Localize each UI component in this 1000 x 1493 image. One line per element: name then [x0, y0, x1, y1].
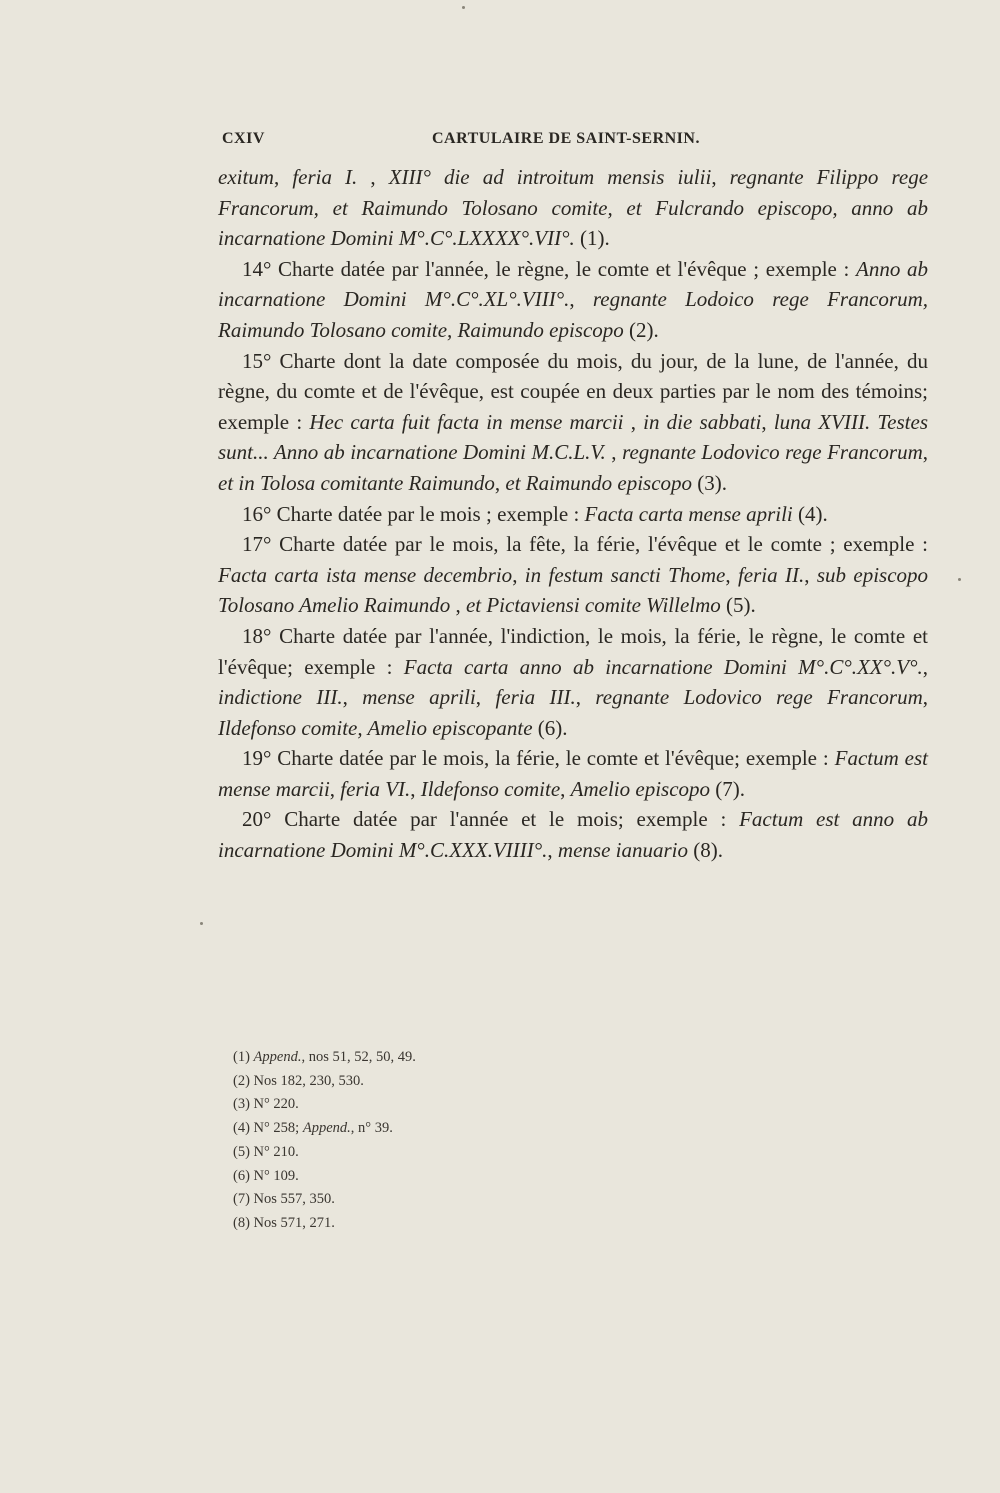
- paper-speck: [200, 922, 203, 925]
- paper-speck: [462, 6, 465, 9]
- paragraph-19: [218, 743, 928, 804]
- latin-text-run: regnante Lodovico rege Francorum: [595, 685, 923, 710]
- paragraph-16: [218, 499, 928, 530]
- text-run: (6).: [532, 715, 568, 740]
- text-run: ,: [512, 562, 525, 587]
- text-run: ,: [711, 165, 730, 189]
- footnotes: [233, 1046, 416, 1236]
- text-run: ,: [560, 776, 571, 801]
- text-run: ,: [922, 654, 929, 679]
- text-run: ,: [623, 409, 644, 434]
- latin-text-run: indictione III.: [218, 685, 343, 710]
- text-run: 17° Charte datée par le mois, la fête, la férie, l'évêque et le comte ; exemple :: [242, 532, 928, 557]
- text-run: ,: [605, 440, 623, 465]
- text-run: ,: [410, 776, 421, 801]
- text-run: (2) Nos 182, 230, 530.: [233, 1072, 364, 1089]
- latin-text-run: Facta carta mense aprili: [584, 501, 793, 526]
- text-run: ,: [922, 440, 929, 465]
- latin-text-run: feria I.: [292, 165, 358, 189]
- latin-text-run: mense aprili: [362, 685, 476, 710]
- text-run: ,: [329, 776, 341, 801]
- latin-text-run: Facta carta anno ab incarnatione Domini M°.C°.XX°.V°.: [403, 654, 923, 679]
- text-run: (7).: [710, 776, 746, 801]
- latin-text-run: Ildefonso comite: [420, 776, 561, 801]
- text-run: (3).: [692, 470, 728, 495]
- text-run: 14° Charte datée par l'année, le règne, le comte et l'évêque ; exemple :: [242, 256, 857, 281]
- text-run: 19° Charte datée par le mois, la férie, le comte et l'évêque; exemple :: [242, 746, 835, 771]
- latin-text-run: mense ianuario: [557, 838, 688, 863]
- text-run: ,: [569, 287, 593, 312]
- text-run: ,: [725, 562, 738, 587]
- footnote-7: [233, 1188, 416, 1212]
- latin-text-run: in die sabbati: [643, 409, 762, 434]
- footnote-4: [233, 1117, 416, 1141]
- running-title: CARTULAIRE DE SAINT-SERNIN.: [432, 130, 700, 147]
- latin-text-run: Factum est mense marcii: [218, 746, 928, 801]
- text-run: , nos 51, 52, 50, 49.: [301, 1049, 416, 1065]
- text-run: (1).: [574, 226, 610, 251]
- latin-text-run: et in Tolosa comitante Raimundo: [218, 470, 495, 495]
- text-run: ,: [357, 165, 389, 189]
- latin-text-run: feria VI.: [340, 776, 411, 801]
- latin-text-run: Ildefonso comite, Amelio episcopante: [218, 715, 533, 740]
- text-run: 16° Charte datée par le mois ; exemple :: [242, 501, 585, 526]
- latin-text-run: regnante Lodoico rege Francorum, Raimundo Tolosano comite, Raimundo episcopo: [218, 287, 928, 342]
- text-run: 20° Charte datée par l'année et le mois; exemple :: [242, 807, 740, 832]
- latin-text-run: et Pictaviensi comite Willelmo: [465, 593, 721, 618]
- text-run: ,: [575, 685, 596, 710]
- text-run: (4) N° 258;: [233, 1120, 303, 1137]
- text-run: (8).: [687, 838, 723, 863]
- latin-text-run: Anno ab incarnatione Domini M°.C°.XL°.VIII°.: [218, 256, 928, 312]
- text-run: (5) N° 210.: [233, 1143, 299, 1160]
- text-run: 15° Charte dont la date composée du mois, du jour, de la lune, de l'année, du règne, du comte et de l'évêque, est coupée en deux parties par le nom des témoins; exemple :: [218, 348, 928, 434]
- footnote-2: [233, 1070, 416, 1094]
- text-run: (3) N° 220.: [233, 1096, 299, 1113]
- latin-text-run: regnante Filippo rege Francorum, et Raimundo Tolosano comite, et Fulcrando episcopo, anno ab incarnatione Domini M°.C°.LXXXX°.VII°.: [218, 165, 929, 251]
- latin-text-run: Facta carta ista mense decembrio: [218, 562, 513, 587]
- page-header: [222, 130, 928, 154]
- paragraph-18: [218, 621, 928, 743]
- footnote-6: [233, 1165, 416, 1189]
- paragraph-17: [218, 529, 928, 621]
- text-run: (2).: [623, 317, 659, 342]
- text-run: ,: [494, 470, 506, 495]
- latin-text-run: regnante Lodovico rege Francorum: [622, 440, 923, 465]
- text-run: (8) Nos 571, 271.: [233, 1214, 335, 1231]
- latin-text-run: Factum est anno ab incarnatione Domini M°.C.XXX.VIIII°.: [218, 807, 928, 863]
- latin-text-run: Append.: [253, 1049, 302, 1065]
- text-run: (4).: [792, 501, 828, 526]
- latin-text-run: sub episcopo Tolosano Amelio Raimundo: [218, 562, 929, 618]
- latin-text-run: luna XVIII. Testes sunt... Anno ab incarnatione Domini M.C.L.V.: [218, 409, 929, 465]
- paragraph-20: [218, 804, 928, 865]
- text-run: ,: [922, 685, 928, 710]
- text-run: ,: [804, 562, 817, 587]
- text-run: (5).: [720, 593, 756, 618]
- latin-text-run: Hec carta fuit facta in mense marcii: [309, 409, 624, 434]
- footnote-5: [233, 1141, 416, 1165]
- footnote-8: [233, 1212, 416, 1236]
- text-run: (7) Nos 557, 350.: [233, 1191, 335, 1208]
- latin-text-run: Append.: [302, 1120, 351, 1137]
- text-run: (6) N° 109.: [233, 1167, 299, 1184]
- latin-text-run: feria II.: [737, 562, 805, 587]
- latin-text-run: in festum sancti Thome: [524, 562, 726, 587]
- latin-text-run: et Raimundo episcopo: [505, 470, 693, 495]
- text-run: ,: [342, 685, 363, 710]
- footnote-3: [233, 1093, 416, 1117]
- text-run: , n° 39.: [350, 1120, 393, 1137]
- text-run: (1): [233, 1049, 254, 1065]
- text-run: ,: [273, 165, 293, 189]
- paragraph-14: [218, 254, 928, 346]
- text-run: ,: [450, 593, 466, 618]
- text-run: ,: [475, 685, 496, 710]
- footnote-1: [233, 1046, 416, 1070]
- latin-text-run: exitum: [218, 165, 274, 189]
- text-run: ,: [547, 838, 558, 863]
- paragraph-13-continued: [218, 162, 928, 254]
- body-text: [218, 162, 928, 866]
- latin-text-run: feria III.: [495, 685, 576, 710]
- latin-text-run: XIII° die ad introitum mensis iulii: [388, 165, 712, 189]
- latin-text-run: Amelio episcopo: [570, 776, 711, 801]
- paragraph-15: [218, 346, 928, 499]
- text-run: 18° Charte datée par l'année, l'indiction, le mois, la férie, le règne, le comte et l'évêque; exemple :: [218, 623, 928, 679]
- paper-speck: [958, 578, 961, 581]
- text-run: ,: [761, 409, 774, 434]
- folio-number: CXIV: [222, 130, 265, 147]
